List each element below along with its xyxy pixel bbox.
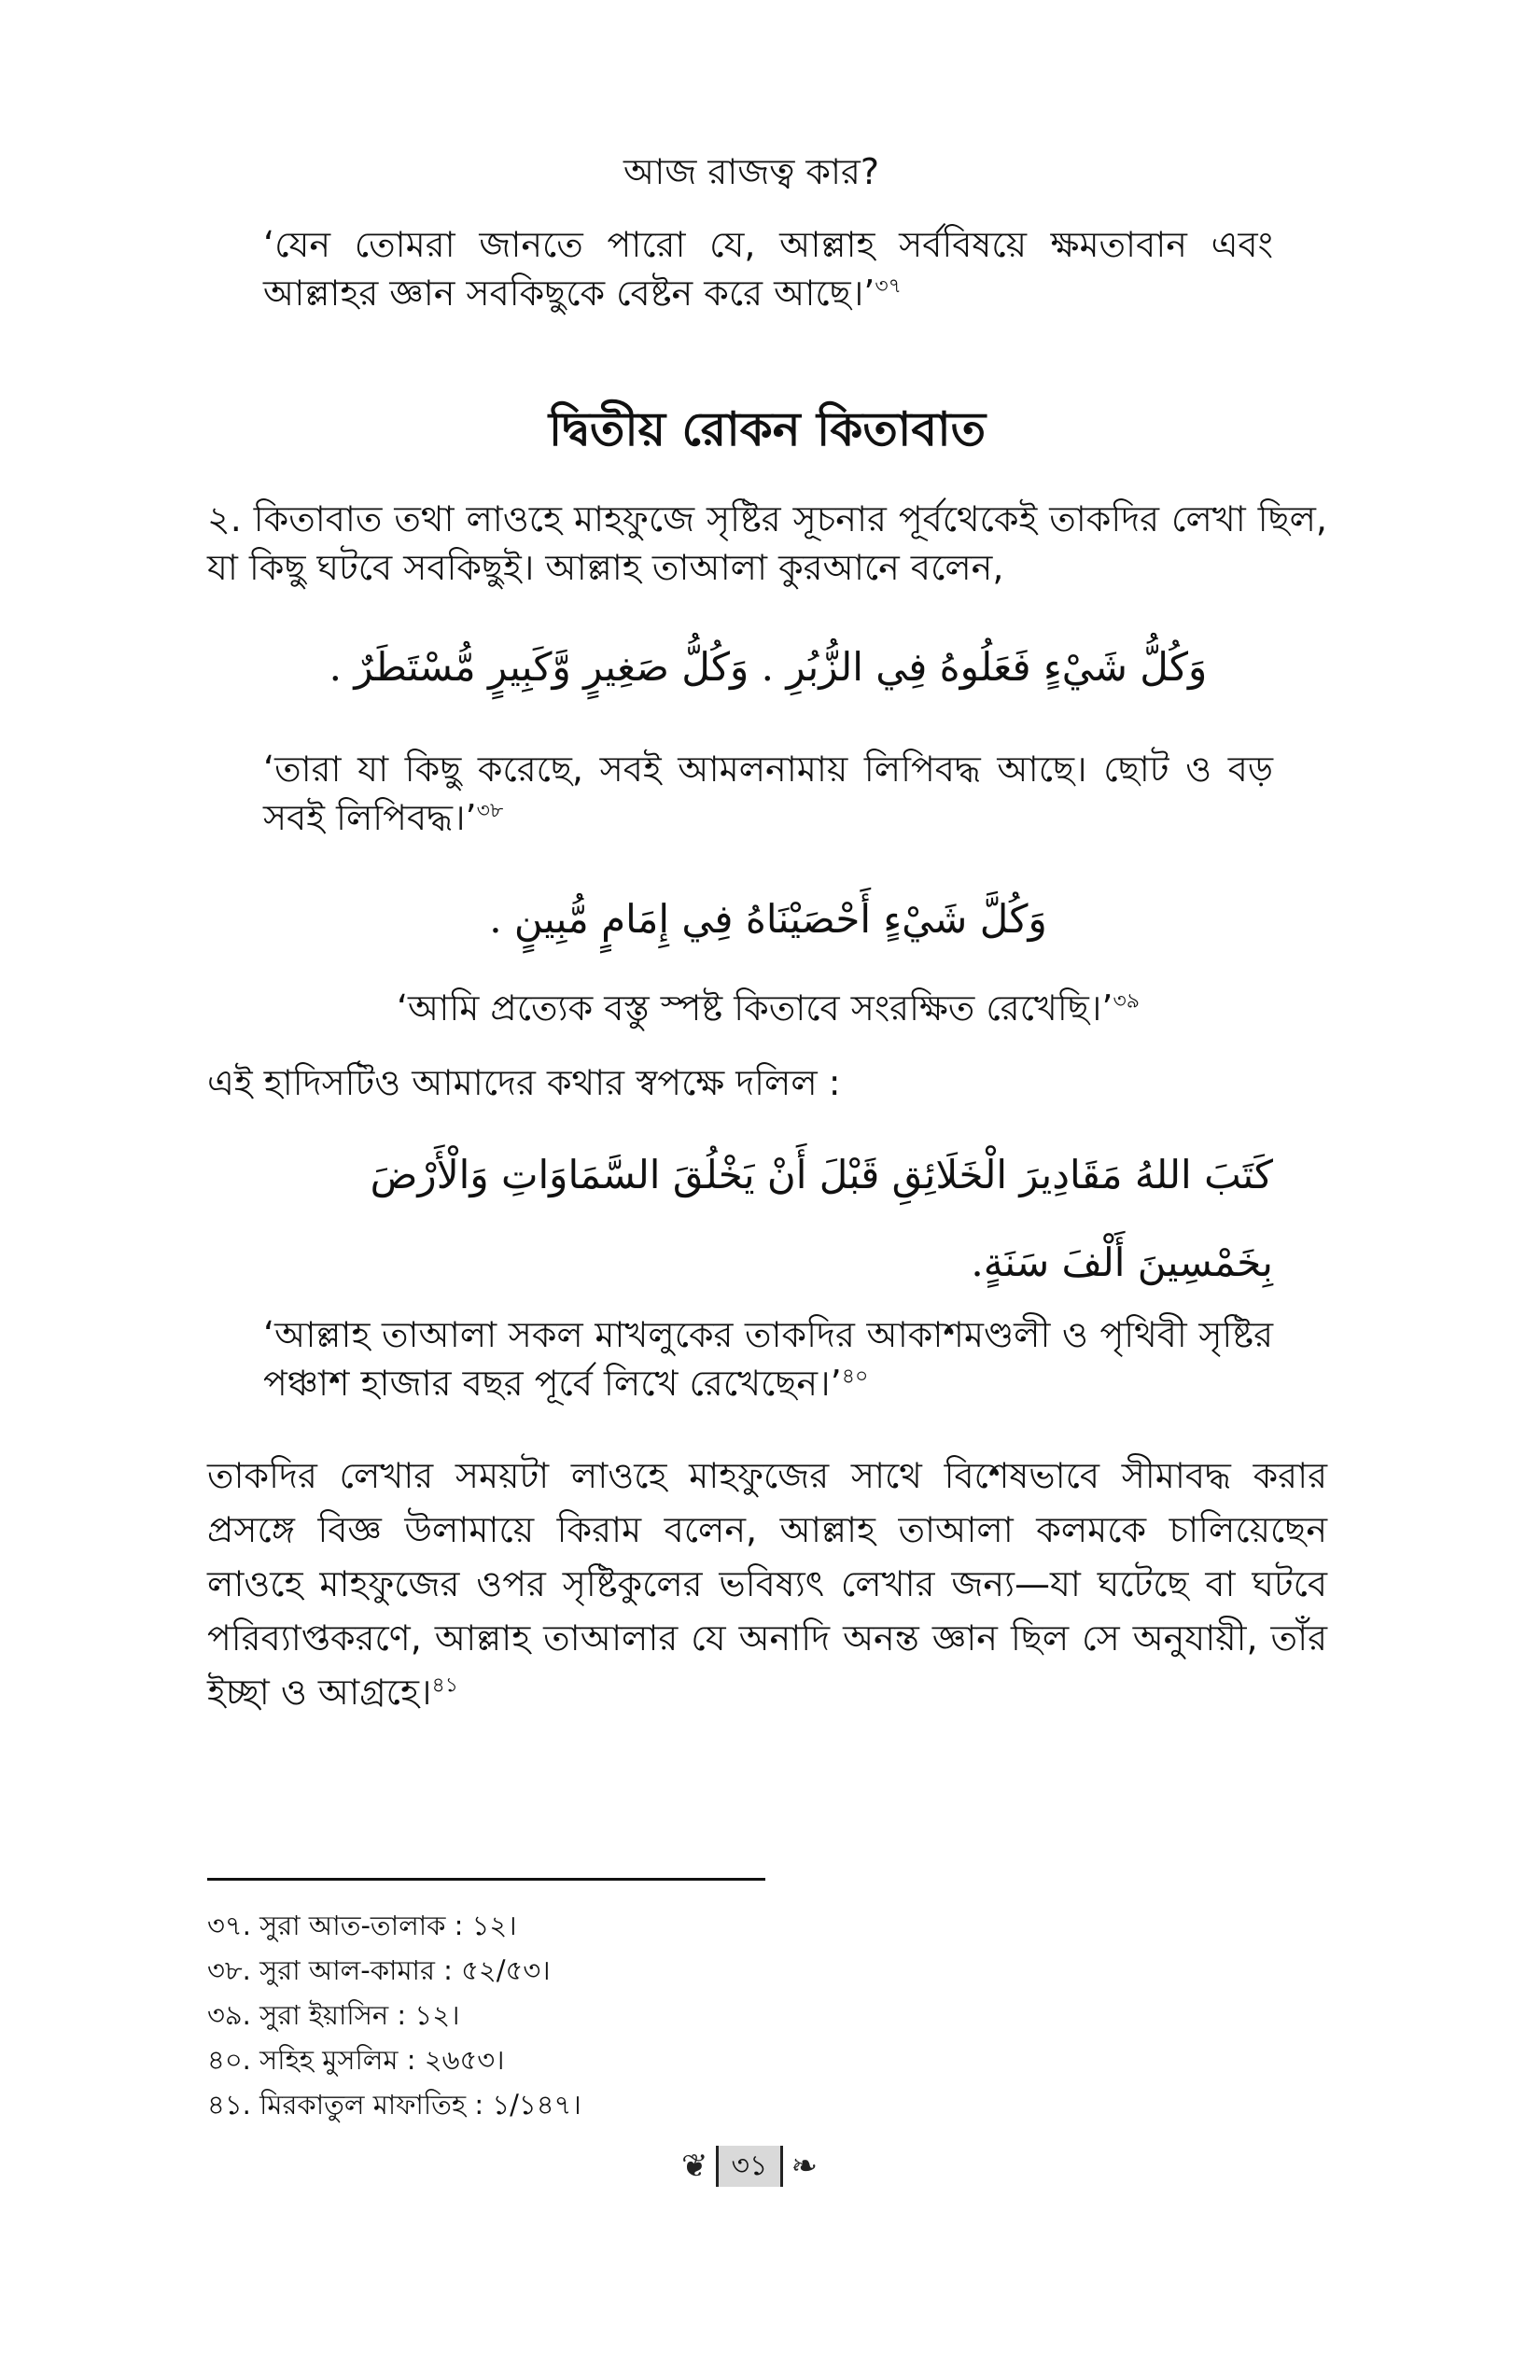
quote-2-text: ‘তারা যা কিছু করেছে, সবই আমলনামায় লিপিবদ্ধ আছে। ছোট ও বড় সবই লিপিবদ্ধ।’ (263, 749, 1273, 838)
quote-2 (263, 745, 1273, 842)
footnote-ref-39: ৩৯ (1113, 989, 1141, 1014)
paragraph-2 (207, 1449, 1327, 1719)
hadith-intro: এই হাদিসটিও আমাদের কথার স্বপক্ষে দলিল : (207, 1062, 841, 1103)
footnote-ref-38: ৩৮ (476, 799, 504, 823)
arabic-verse-2: وَكُلَّ شَيْءٍ أَحْصَيْنَاهُ فِي إِمَامٍ مُّبِينٍ . (489, 896, 1047, 942)
right-ornament-icon: ❧ (791, 2148, 818, 2185)
footnote-41: ৪১. মিরকাতুল মাফাতিহ : ১/১৪৭। (207, 2089, 581, 2121)
quote-4-text: ‘আল্লাহ তাআলা সকল মাখলুকের তাকদির আকাশমণ্ডলী ও পৃথিবী সৃষ্টির পঞ্চাশ হাজার বছর পূর্বে লিখে রেখেছেন।’ (263, 1314, 1273, 1404)
quote-4 (263, 1310, 1273, 1407)
footnote-40: ৪০. সহিহ মুসলিম : ২৬৫৩। (207, 2044, 505, 2076)
footnote-ref-37: ৩৭ (875, 274, 902, 299)
arabic-verse-1: وَكُلُّ شَيْءٍ فَعَلُوهُ فِي الزُّبُرِ . وَكُلُّ صَغِيرٍ وَّكَبِيرٍ مُّسْتَطَرٌ . (329, 644, 1208, 690)
footnote-37: ৩৭. সুরা আত-তালাক : ১২। (207, 1910, 517, 1941)
paragraph-1: ২. কিতাবাত তথা লাওহে মাহফুজে সৃষ্টির সূচনার পূর্বথেকেই তাকদির লেখা ছিল, যা কিছু ঘটবে সবকিছুই। আল্লাহ তাআলা কুরআনে বলেন, (207, 498, 1327, 588)
quote-3-text: ‘আমি প্রত্যেক বস্তু স্পষ্ট কিতাবে সংরক্ষিত রেখেছি।’ (396, 987, 1113, 1029)
left-ornament-icon: ❦ (681, 2148, 708, 2185)
page-number-box (681, 2143, 818, 2190)
page-number: ৩১ (716, 2146, 784, 2187)
paragraph-2-text: তাকদির লেখার সময়টা লাওহে মাহফুজের সাথে বিশেষভাবে সীমাবদ্ধ করার প্রসঙ্গে বিজ্ঞ উলামায়ে কিরাম বলেন, আল্লাহ তাআলা কলমকে চালিয়েছেন লাওহে মাহফুজের ওপর সৃষ্টিকুলের ভবিষ্যৎ লেখার জন্য—যা ঘটেছে বা ঘটবে পরিব্যাপ্তকরণে, আল্লাহ তাআলার যে অনাদি অনন্ত জ্ঞান ছিল সে অনুযায়ী, তাঁর ইচ্ছা ও আগ্রহে। (207, 1455, 1327, 1713)
footnote-38: ৩৮. সুরা আল-কামার : ৫২/৫৩। (207, 1954, 551, 1986)
footnote-ref-40: ৪০ (841, 1365, 869, 1389)
footnote-ref-41: ৪১ (431, 1673, 459, 1698)
section-heading: দ্বিতীয় রোকন কিতাবাত (548, 402, 987, 456)
quote-3 (263, 984, 1273, 1032)
top-line: আজ রাজত্ব কার? (623, 151, 880, 192)
quote-1-text: ‘যেন তোমরা জানতে পারো যে, আল্লাহ সর্ববিষয়ে ক্ষমতাবান এবং আল্লাহর জ্ঞান সবকিছুকে বেষ্টন করে আছে।’ (263, 224, 1273, 314)
footnote-divider (207, 1878, 765, 1881)
quote-1 (263, 220, 1273, 317)
footnote-39: ৩৯. সুরা ইয়াসিন : ১২। (207, 1999, 460, 2031)
arabic-hadith: كَتَبَ اللهُ مَقَادِيرَ الْخَلَائِقِ قَبْلَ أَنْ يَخْلُقَ السَّمَاوَاتِ وَالْأَرْضَ بِخَمْسِينَ أَلْفَ سَنَةٍ. (370, 1152, 1273, 1285)
